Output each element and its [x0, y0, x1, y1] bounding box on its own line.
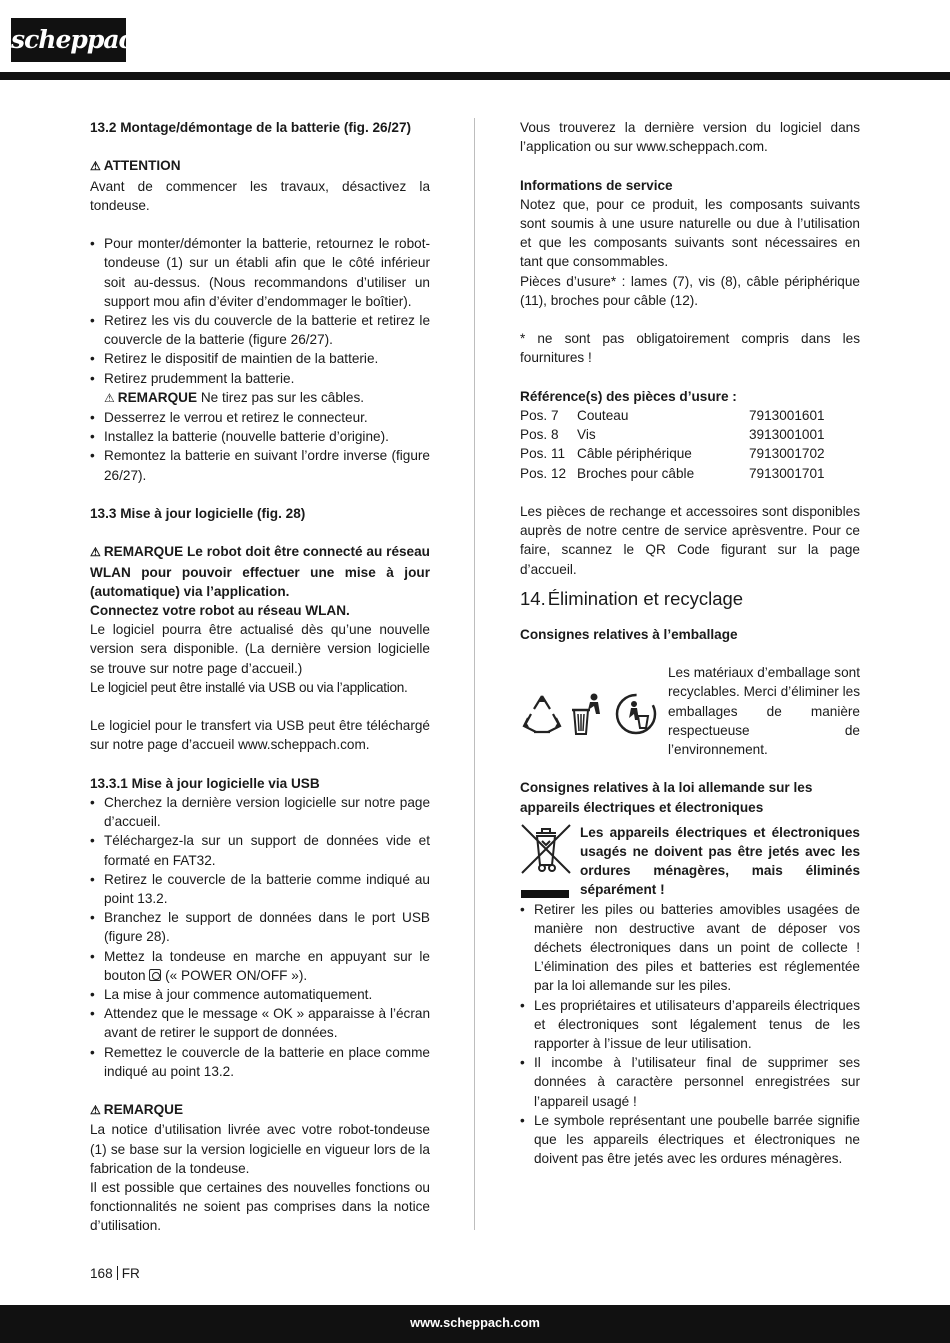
software-paragraph-1: Le logiciel pourra être actualisé dès qu’une nouvelle version sera disponible. (La dernière version logicielle se trouve sur notre page d’accueil.) [90, 622, 430, 676]
weee-block [520, 823, 860, 900]
parts-table [520, 406, 840, 483]
brand-logo: scheppach [11, 18, 126, 62]
remarque-paragraph-2: Il est possible que certaines des nouvelles fonctions ou fonctionnalités ne soient pas comprises dans la notice d’utilisation. [90, 1180, 430, 1234]
list-item: • Attendez que le message « OK » apparaisse à l’écran avant de retirer le support de données. [90, 1004, 430, 1042]
weee-bar [521, 890, 569, 898]
software-paragraph-2: Le logiciel peut être installé via USB ou via l’application. [90, 679, 408, 695]
list-item: • Le symbole représentant une poubelle barrée signifie que les appareils électriques et électroniques ne doivent pas être jetés avec les ordures ménagères. [520, 1111, 860, 1169]
list-item: • Installez la batterie (nouvelle batterie d’origine). [90, 427, 430, 446]
list-item: • Retirez le dispositif de maintien de la batterie. [90, 349, 430, 368]
warning-icon: ⚠ [90, 159, 101, 174]
list-item: • La mise à jour commence automatiquement. [90, 985, 430, 1004]
wlan-remark: ⚠ REMARQUE Le robot doit être connecté au réseau WLAN pour pouvoir effectuer une mise à jour (automatique) via l’application. [90, 544, 430, 599]
section-13-2-title: 13.2 Montage/démontage de la batterie (fig. 26/27) [90, 120, 412, 135]
packaging-title: Consignes relatives à l’emballage [520, 626, 738, 642]
battery-steps-list [90, 234, 430, 485]
column-divider [474, 118, 475, 1230]
table-row: Pos. 8 Vis 3913001001 [520, 427, 825, 443]
spare-parts-paragraph: Les pièces de rechange et accessoires sont disponibles auprès de notre centre de service aprèsventre. Pour ce faire, scannez le QR Code figurant sur la page d’accueil. [520, 504, 860, 577]
list-item: • Remontez la batterie en suivant l’ordre inverse (figure 26/27). [90, 446, 430, 484]
list-item: • Pour monter/démonter la batterie, retournez le robot-tondeuse (1) sur un établi afin que le côté inférieur soit au-dessus. (Nous recommandons d’utiliser un support mou afin d’éviter d’endommager le boîtier). [90, 234, 430, 311]
software-paragraph-3: Le logiciel pour le transfert via USB peut être téléchargé sur notre page d’accueil www.scheppach.com. [90, 718, 430, 753]
list-item: • Desserrez le verrou et retirez le connecteur. [90, 408, 430, 427]
recycling-icons [520, 663, 668, 759]
header-bar [0, 72, 950, 80]
section-13-3-1-title: 13.3.1 Mise à jour logicielle via USB [90, 775, 320, 791]
packaging-text: Les matériaux d’emballage sont recyclables. Merci d’éliminer les emballages de manière respectueuse de l’environnement. [668, 665, 860, 758]
wlan-connect: Connectez votre robot au réseau WLAN. [90, 603, 350, 619]
list-item: • Cherchez la dernière version logicielle sur notre page d’accueil. [90, 793, 430, 831]
warning-icon: ⚠ [90, 545, 101, 560]
list-item: • Retirez les vis du couvercle de la batterie et retirez le couvercle de la batterie (figure 26/27). [90, 311, 430, 349]
dispose-properly-icon [612, 692, 660, 736]
list-item: • Remettez le couvercle de la batterie en place comme indiqué au point 13.2. [90, 1043, 430, 1081]
warning-icon: ⚠ [104, 390, 115, 405]
section-13-3-title: 13.3 Mise à jour logicielle (fig. 28) [90, 506, 306, 522]
right-column [520, 118, 860, 1168]
power-button-icon [149, 969, 161, 981]
weee-text: Les appareils électriques et électroniques usagés ne doivent pas être jetés avec les ordures ménagères, mais éliminés séparément ! [580, 824, 860, 898]
remarque-heading: ⚠ REMARQUE [90, 1102, 184, 1118]
table-row: Pos. 7 Couteau 7913001601 [520, 408, 825, 423]
remarque-paragraph-1: La notice d’utilisation livrée avec votre robot-tondeuse (1) se base sur la version logicielle en vigueur lors de la fabrication de la tondeuse. [90, 1122, 430, 1176]
service-paragraph-2: Pièces d’usure* : lames (7), vis (8), câble périphérique (11), broches pour câble (12). [520, 273, 860, 308]
page-number: 168 FR [90, 1266, 140, 1281]
list-item: • Branchez le support de données dans le port USB (figure 28). [90, 908, 430, 946]
recycle-triangle-icon [520, 692, 564, 736]
weee-symbol [520, 823, 576, 900]
list-item: • Retirez prudemment la batterie. ⚠ REMARQUE Ne tirez pas sur les câbles. [90, 369, 430, 408]
packaging-block [520, 663, 860, 759]
list-item: • Les propriétaires et utilisateurs d’appareils électriques et électroniques sont légalement tenus de les rapporter à l’issue de leur utilisation. [520, 996, 860, 1054]
list-item: • Il incombe à l’utilisateur final de supprimer ses données à caractère personnel enregistrées sur l’appareil usagé ! [520, 1053, 860, 1111]
list-item: • Retirez le couvercle de la batterie comme indiqué au point 13.2. [90, 870, 430, 908]
table-row: Pos. 12 Broches pour câble 7913001701 [520, 465, 825, 481]
list-item: • Mettez la tondeuse en marche en appuyant sur le bouton (« POWER ON/OFF »). [90, 947, 430, 985]
crossed-bin-icon [520, 823, 572, 875]
table-row: Pos. 11 Câble périphérique 7913001702 [520, 446, 825, 462]
footer-website: www.scheppach.com [0, 1305, 950, 1343]
usb-steps-list [90, 793, 430, 1081]
left-column [90, 118, 430, 1236]
attention-text: Avant de commencer les travaux, désactivez la tondeuse. [90, 178, 430, 213]
section-14-title: 14. Élimination et recyclage [520, 587, 744, 609]
parts-title: Référence(s) des pièces d’usure : [520, 388, 737, 404]
weee-list [520, 900, 860, 1169]
weee-law-title: Consignes relatives à la loi allemande sur les appareils électriques et électroniques [520, 780, 813, 815]
software-intro: Vous trouverez la dernière version du logiciel dans l’application ou sur www.scheppach.com. [520, 120, 860, 155]
trash-person-icon [570, 692, 606, 736]
service-title: Informations de service [520, 177, 673, 193]
service-note: * ne sont pas obligatoirement compris dans les fournitures ! [520, 331, 860, 366]
list-item: • Téléchargez-la sur un support de données vide et formaté en FAT32. [90, 831, 430, 869]
list-item: • Retirer les piles ou batteries amovibles usagées de manière non destructive avant de déposer vos déchets électroniques dans un point de collecte ! L’élimination des piles et batteries est réglementée par la loi allemande sur les piles. [520, 900, 860, 996]
service-paragraph-1: Notez que, pour ce produit, les composants suivants sont soumis à une usure naturelle ou due à l’utilisation et que les composants suivants sont nécessaires en tant que consommables. [520, 196, 860, 270]
attention-heading: ⚠ ATTENTION [90, 158, 181, 174]
warning-icon: ⚠ [90, 1103, 101, 1118]
